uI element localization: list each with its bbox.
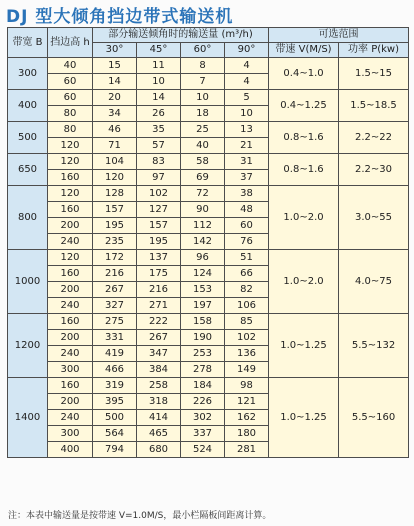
capacity-cell: 4 bbox=[225, 74, 269, 90]
baffle-height-cell: 300 bbox=[48, 426, 93, 442]
capacity-cell: 15 bbox=[93, 58, 137, 74]
baffle-height-cell: 200 bbox=[48, 330, 93, 346]
table-row bbox=[8, 378, 409, 394]
baffle-height-cell: 160 bbox=[48, 266, 93, 282]
capacity-cell: 267 bbox=[137, 330, 181, 346]
header-angle-60: 60° bbox=[181, 43, 225, 58]
power-range-cell: 5.5~160 bbox=[339, 378, 409, 458]
baffle-height-cell: 240 bbox=[48, 298, 93, 314]
capacity-cell: 120 bbox=[93, 170, 137, 186]
capacity-cell: 31 bbox=[225, 154, 269, 170]
capacity-cell: 172 bbox=[93, 250, 137, 266]
baffle-height-cell: 160 bbox=[48, 170, 93, 186]
capacity-cell: 419 bbox=[93, 346, 137, 362]
header-power: 功率 P(kw) bbox=[339, 43, 409, 58]
belt-width-cell: 1400 bbox=[8, 378, 48, 458]
capacity-cell: 82 bbox=[225, 282, 269, 298]
capacity-cell: 175 bbox=[137, 266, 181, 282]
capacity-cell: 216 bbox=[137, 282, 181, 298]
capacity-cell: 384 bbox=[137, 362, 181, 378]
capacity-cell: 25 bbox=[181, 122, 225, 138]
capacity-cell: 11 bbox=[137, 58, 181, 74]
baffle-height-cell: 40 bbox=[48, 58, 93, 74]
table-row bbox=[8, 58, 409, 74]
capacity-cell: 216 bbox=[93, 266, 137, 282]
capacity-cell: 38 bbox=[225, 186, 269, 202]
capacity-cell: 162 bbox=[225, 410, 269, 426]
capacity-cell: 128 bbox=[93, 186, 137, 202]
capacity-cell: 319 bbox=[93, 378, 137, 394]
capacity-cell: 190 bbox=[181, 330, 225, 346]
capacity-cell: 34 bbox=[93, 106, 137, 122]
baffle-height-cell: 120 bbox=[48, 186, 93, 202]
capacity-cell: 13 bbox=[225, 122, 269, 138]
baffle-height-cell: 200 bbox=[48, 394, 93, 410]
baffle-height-cell: 240 bbox=[48, 410, 93, 426]
capacity-cell: 98 bbox=[225, 378, 269, 394]
capacity-cell: 96 bbox=[181, 250, 225, 266]
capacity-cell: 46 bbox=[93, 122, 137, 138]
baffle-height-cell: 120 bbox=[48, 154, 93, 170]
capacity-cell: 51 bbox=[225, 250, 269, 266]
belt-width-cell: 400 bbox=[8, 90, 48, 122]
capacity-cell: 124 bbox=[181, 266, 225, 282]
capacity-cell: 794 bbox=[93, 442, 137, 458]
belt-width-cell: 1200 bbox=[8, 314, 48, 378]
capacity-cell: 680 bbox=[137, 442, 181, 458]
table-row bbox=[8, 314, 409, 330]
baffle-height-cell: 60 bbox=[48, 74, 93, 90]
capacity-cell: 97 bbox=[137, 170, 181, 186]
capacity-cell: 226 bbox=[181, 394, 225, 410]
header-angle-30: 30° bbox=[93, 43, 137, 58]
baffle-height-cell: 80 bbox=[48, 106, 93, 122]
header-height: 挡边高 h bbox=[48, 28, 93, 58]
capacity-cell: 271 bbox=[137, 298, 181, 314]
capacity-cell: 26 bbox=[137, 106, 181, 122]
baffle-height-cell: 120 bbox=[48, 250, 93, 266]
capacity-cell: 121 bbox=[225, 394, 269, 410]
capacity-cell: 85 bbox=[225, 314, 269, 330]
baffle-height-cell: 200 bbox=[48, 282, 93, 298]
capacity-cell: 184 bbox=[181, 378, 225, 394]
power-range-cell: 2.2~22 bbox=[339, 122, 409, 154]
capacity-cell: 564 bbox=[93, 426, 137, 442]
capacity-cell: 466 bbox=[93, 362, 137, 378]
page-title: DJ 型大倾角挡边带式输送机 bbox=[6, 7, 234, 27]
capacity-cell: 153 bbox=[181, 282, 225, 298]
capacity-cell: 197 bbox=[181, 298, 225, 314]
capacity-cell: 195 bbox=[93, 218, 137, 234]
capacity-cell: 395 bbox=[93, 394, 137, 410]
speed-range-cell: 0.4~1.0 bbox=[269, 58, 339, 90]
capacity-cell: 302 bbox=[181, 410, 225, 426]
baffle-height-cell: 160 bbox=[48, 378, 93, 394]
capacity-cell: 195 bbox=[137, 234, 181, 250]
baffle-height-cell: 160 bbox=[48, 202, 93, 218]
capacity-cell: 275 bbox=[93, 314, 137, 330]
header-width: 带宽 B bbox=[8, 28, 48, 58]
speed-range-cell: 0.4~1.25 bbox=[269, 90, 339, 122]
capacity-cell: 267 bbox=[93, 282, 137, 298]
baffle-height-cell: 60 bbox=[48, 90, 93, 106]
capacity-cell: 21 bbox=[225, 138, 269, 154]
capacity-cell: 258 bbox=[137, 378, 181, 394]
baffle-height-cell: 120 bbox=[48, 138, 93, 154]
capacity-cell: 327 bbox=[93, 298, 137, 314]
capacity-cell: 500 bbox=[93, 410, 137, 426]
capacity-cell: 10 bbox=[137, 74, 181, 90]
capacity-cell: 4 bbox=[225, 58, 269, 74]
capacity-cell: 158 bbox=[181, 314, 225, 330]
capacity-cell: 37 bbox=[225, 170, 269, 186]
capacity-cell: 149 bbox=[225, 362, 269, 378]
power-range-cell: 1.5~15 bbox=[339, 58, 409, 90]
header-capacity: 部分输送倾角时的输送量 (m³/h) bbox=[93, 28, 269, 43]
header-speed: 带速 V(M/S) bbox=[269, 43, 339, 58]
table-row bbox=[8, 250, 409, 266]
speed-range-cell: 1.0~1.25 bbox=[269, 378, 339, 458]
belt-width-cell: 300 bbox=[8, 58, 48, 90]
speed-range-cell: 1.0~2.0 bbox=[269, 186, 339, 250]
baffle-height-cell: 240 bbox=[48, 234, 93, 250]
capacity-cell: 112 bbox=[181, 218, 225, 234]
capacity-cell: 14 bbox=[137, 90, 181, 106]
power-range-cell: 5.5~132 bbox=[339, 314, 409, 378]
baffle-height-cell: 400 bbox=[48, 442, 93, 458]
belt-width-cell: 650 bbox=[8, 154, 48, 186]
capacity-cell: 104 bbox=[93, 154, 137, 170]
capacity-cell: 347 bbox=[137, 346, 181, 362]
capacity-cell: 465 bbox=[137, 426, 181, 442]
speed-range-cell: 0.8~1.6 bbox=[269, 122, 339, 154]
capacity-cell: 8 bbox=[181, 58, 225, 74]
table-row bbox=[8, 186, 409, 202]
capacity-cell: 235 bbox=[93, 234, 137, 250]
capacity-cell: 66 bbox=[225, 266, 269, 282]
speed-range-cell: 1.0~1.25 bbox=[269, 314, 339, 378]
table-row bbox=[8, 90, 409, 106]
belt-width-cell: 1000 bbox=[8, 250, 48, 314]
speed-range-cell: 0.8~1.6 bbox=[269, 154, 339, 186]
baffle-height-cell: 300 bbox=[48, 362, 93, 378]
belt-width-cell: 500 bbox=[8, 122, 48, 154]
capacity-cell: 281 bbox=[225, 442, 269, 458]
capacity-cell: 72 bbox=[181, 186, 225, 202]
power-range-cell: 2.2~30 bbox=[339, 154, 409, 186]
capacity-cell: 102 bbox=[225, 330, 269, 346]
capacity-cell: 222 bbox=[137, 314, 181, 330]
capacity-cell: 20 bbox=[93, 90, 137, 106]
capacity-cell: 35 bbox=[137, 122, 181, 138]
capacity-cell: 524 bbox=[181, 442, 225, 458]
capacity-cell: 57 bbox=[137, 138, 181, 154]
power-range-cell: 1.5~18.5 bbox=[339, 90, 409, 122]
capacity-cell: 136 bbox=[225, 346, 269, 362]
header-options: 可选范围 bbox=[269, 28, 409, 43]
capacity-cell: 318 bbox=[137, 394, 181, 410]
capacity-cell: 127 bbox=[137, 202, 181, 218]
capacity-cell: 157 bbox=[137, 218, 181, 234]
capacity-cell: 76 bbox=[225, 234, 269, 250]
spec-table bbox=[7, 27, 409, 458]
capacity-cell: 10 bbox=[225, 106, 269, 122]
capacity-cell: 90 bbox=[181, 202, 225, 218]
capacity-cell: 102 bbox=[137, 186, 181, 202]
capacity-cell: 278 bbox=[181, 362, 225, 378]
footnote: 注：本表中输送量是按带速 V=1.0M/S，最小栏隔板间距离计算。 bbox=[8, 511, 272, 521]
power-range-cell: 3.0~55 bbox=[339, 186, 409, 250]
capacity-cell: 253 bbox=[181, 346, 225, 362]
baffle-height-cell: 80 bbox=[48, 122, 93, 138]
capacity-cell: 414 bbox=[137, 410, 181, 426]
baffle-height-cell: 160 bbox=[48, 314, 93, 330]
capacity-cell: 83 bbox=[137, 154, 181, 170]
capacity-cell: 40 bbox=[181, 138, 225, 154]
capacity-cell: 180 bbox=[225, 426, 269, 442]
table-row bbox=[8, 122, 409, 138]
capacity-cell: 69 bbox=[181, 170, 225, 186]
speed-range-cell: 1.0~2.0 bbox=[269, 250, 339, 314]
capacity-cell: 14 bbox=[93, 74, 137, 90]
capacity-cell: 10 bbox=[181, 90, 225, 106]
header-angle-45: 45° bbox=[137, 43, 181, 58]
power-range-cell: 4.0~75 bbox=[339, 250, 409, 314]
baffle-height-cell: 240 bbox=[48, 346, 93, 362]
capacity-cell: 157 bbox=[93, 202, 137, 218]
capacity-cell: 7 bbox=[181, 74, 225, 90]
capacity-cell: 58 bbox=[181, 154, 225, 170]
header-angle-90: 90° bbox=[225, 43, 269, 58]
belt-width-cell: 800 bbox=[8, 186, 48, 250]
capacity-cell: 106 bbox=[225, 298, 269, 314]
capacity-cell: 5 bbox=[225, 90, 269, 106]
capacity-cell: 60 bbox=[225, 218, 269, 234]
capacity-cell: 331 bbox=[93, 330, 137, 346]
table-body bbox=[8, 58, 409, 458]
capacity-cell: 48 bbox=[225, 202, 269, 218]
capacity-cell: 137 bbox=[137, 250, 181, 266]
capacity-cell: 18 bbox=[181, 106, 225, 122]
table-row bbox=[8, 154, 409, 170]
capacity-cell: 71 bbox=[93, 138, 137, 154]
baffle-height-cell: 200 bbox=[48, 218, 93, 234]
capacity-cell: 142 bbox=[181, 234, 225, 250]
capacity-cell: 337 bbox=[181, 426, 225, 442]
